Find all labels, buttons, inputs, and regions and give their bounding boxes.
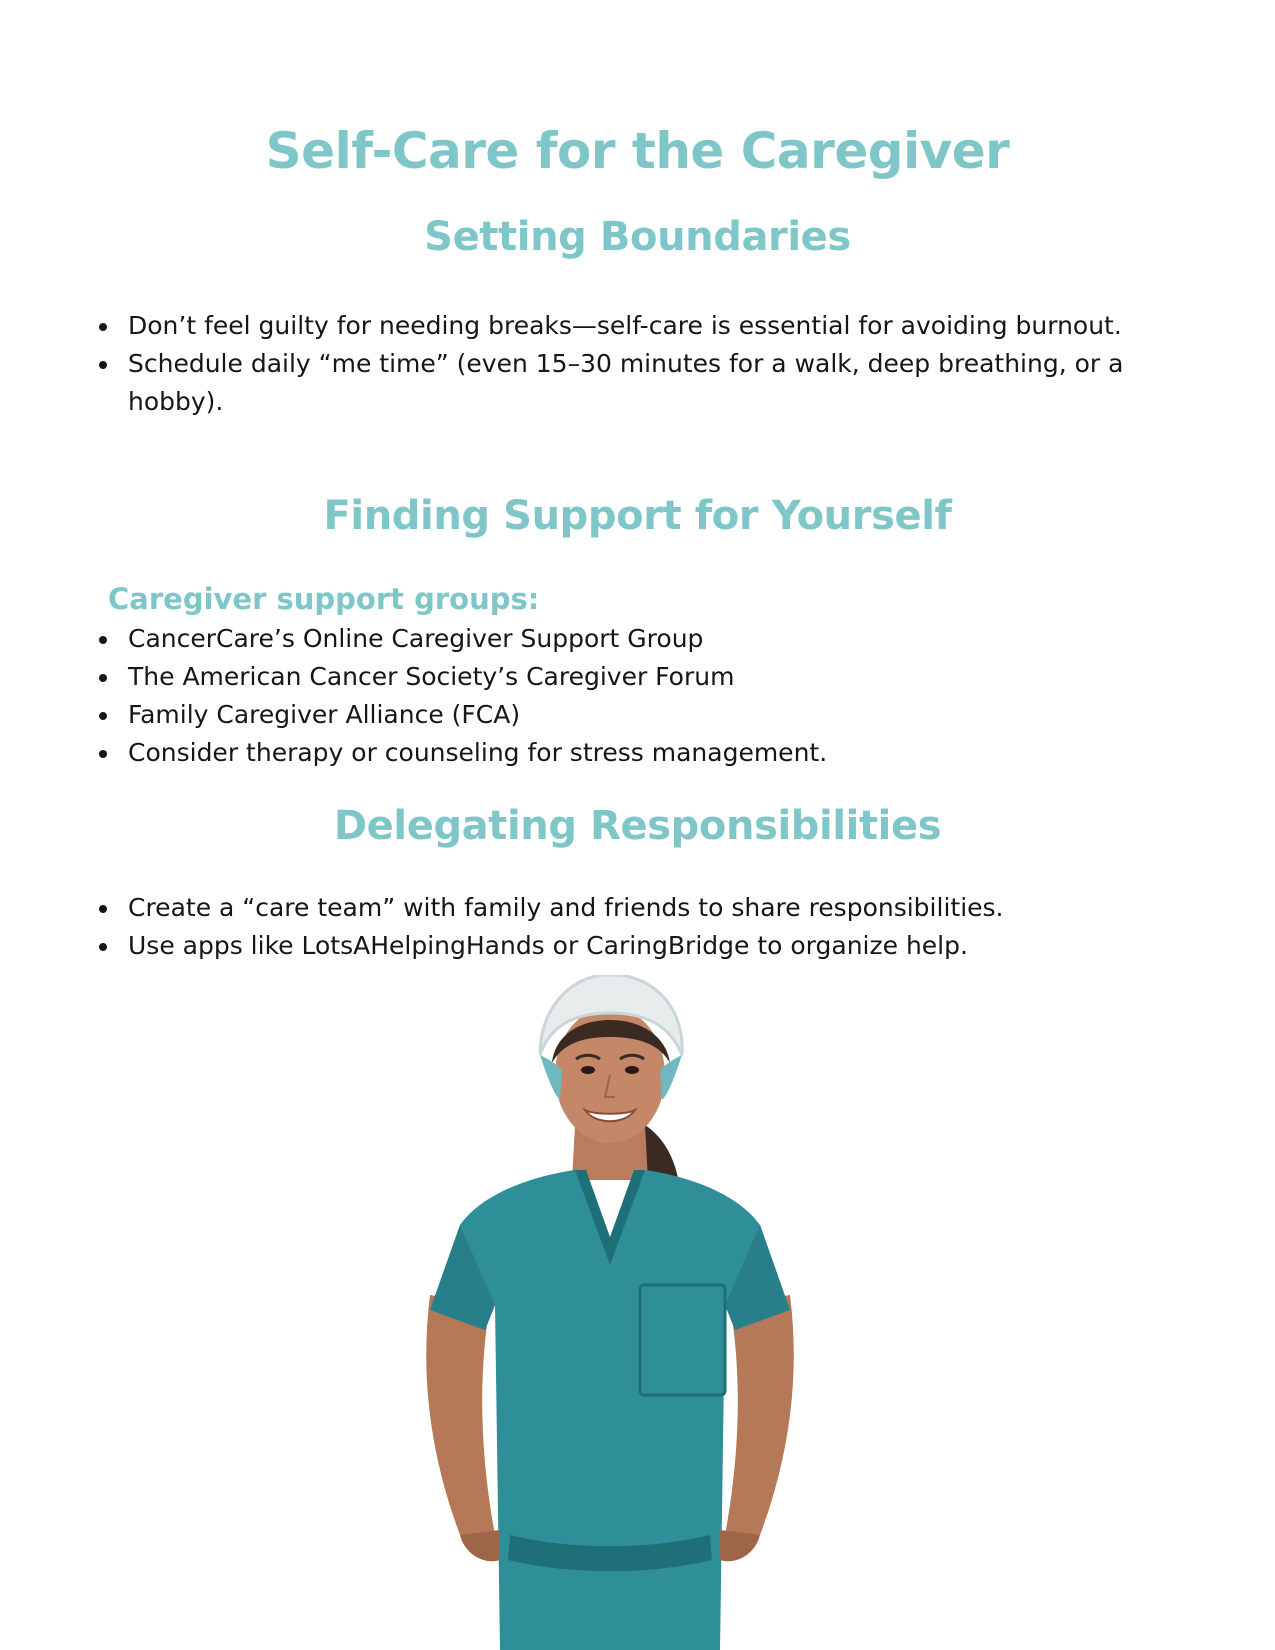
list-item: Consider therapy or counseling for stress management. [95,734,1175,772]
list-item: Schedule daily “me time” (even 15–30 minutes for a walk, deep breathing, or a hobby). [95,345,1175,421]
section-heading-setting-boundaries: Setting Boundaries [424,214,851,260]
support-groups-list [95,620,1175,772]
setting-boundaries-list [95,307,1175,421]
list-item: The American Cancer Society’s Caregiver Forum [95,658,1175,696]
list-item: CancerCare’s Online Caregiver Support Group [95,620,1175,658]
subheading-support-groups: Caregiver support groups: [108,582,540,616]
list-item: Family Caregiver Alliance (FCA) [95,696,1175,734]
delegating-list [95,889,1175,965]
section-heading-finding-support: Finding Support for Yourself [323,493,952,539]
page-title: Self-Care for the Caregiver [265,122,1010,180]
list-item: Use apps like LotsAHelpingHands or CaringBridge to organize help. [95,927,1175,965]
nurse-in-scrubs-illustration [390,975,830,1650]
list-item: Create a “care team” with family and friends to share responsibilities. [95,889,1175,927]
list-item: Don’t feel guilty for needing breaks—self-care is essential for avoiding burnout. [95,307,1175,345]
section-heading-delegating: Delegating Responsibilities [333,803,942,849]
